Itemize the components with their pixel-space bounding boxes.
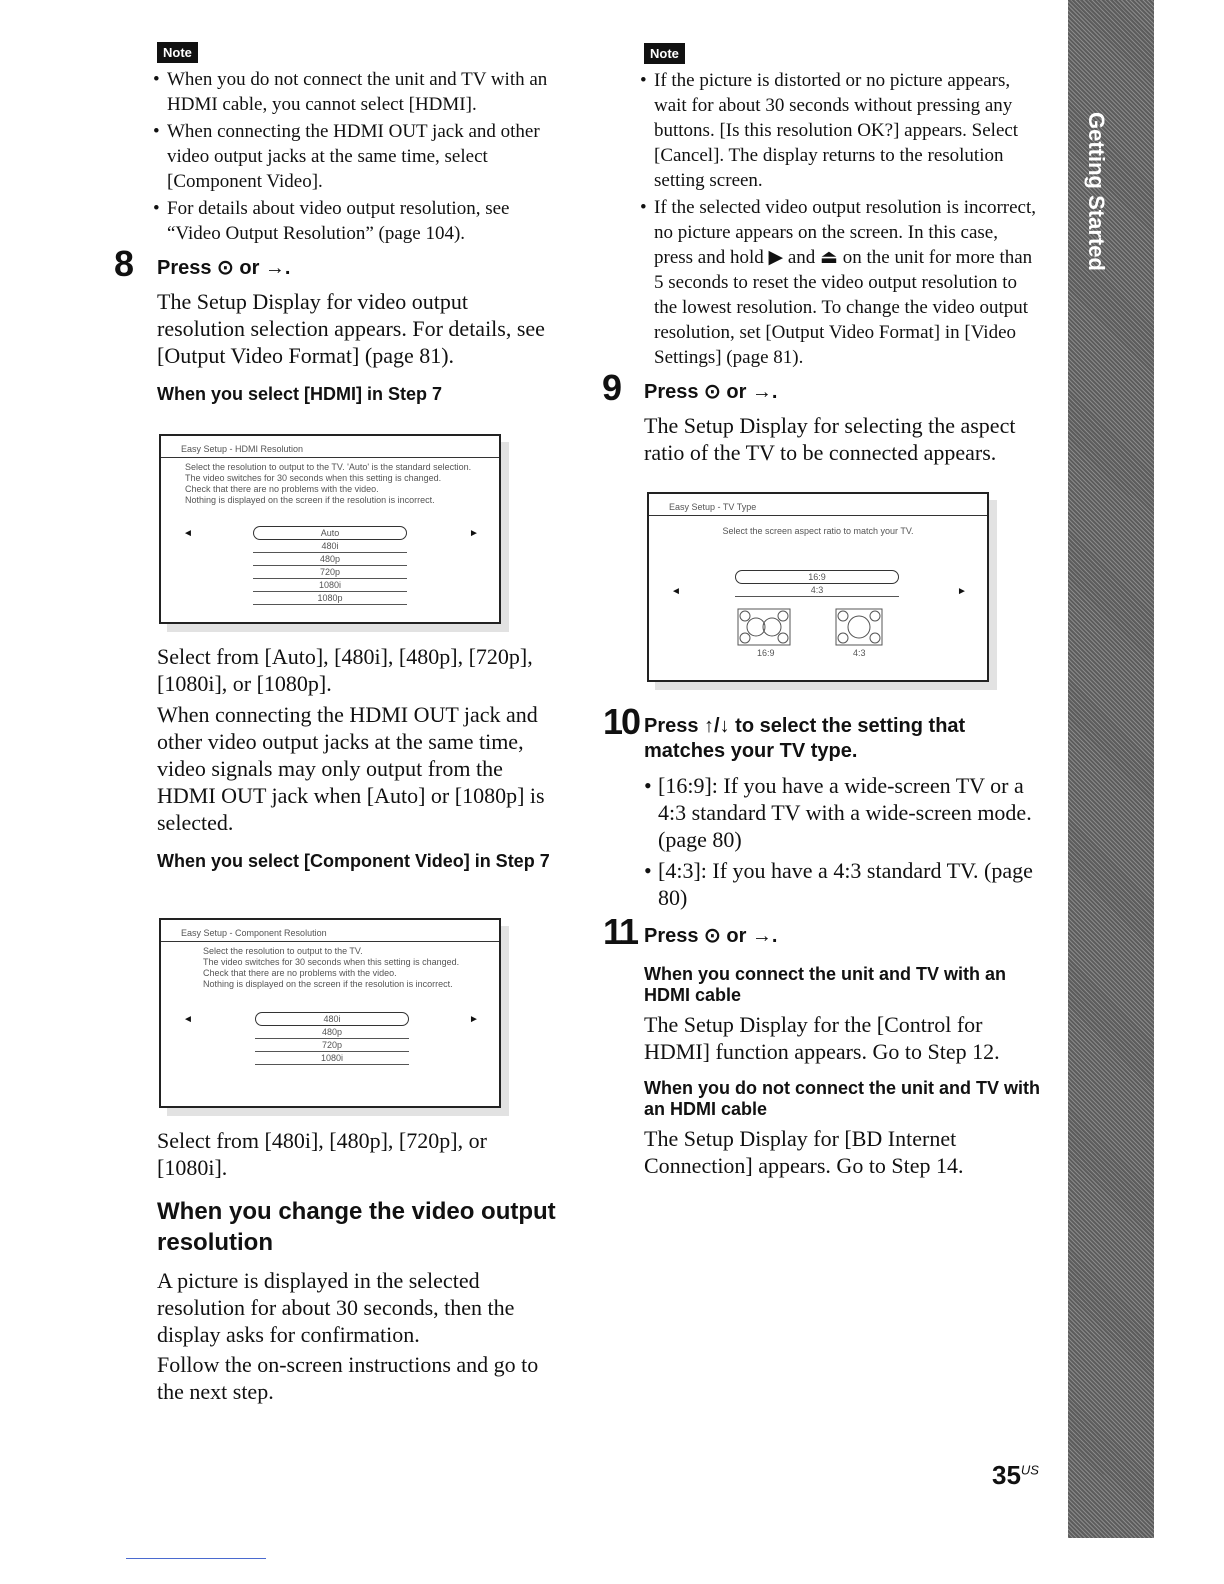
aspect-option-list [735, 570, 899, 597]
aspect-caption: 4:3 [853, 648, 866, 658]
note-block-left [157, 42, 557, 248]
step-number: 11 [603, 911, 638, 952]
option-description: • [16:9]: If you have a wide-screen TV or a 4:3 standard TV with a wide-screen mode. (page 80) [648, 772, 1040, 853]
page-number-suffix: US [1020, 1462, 1039, 1478]
screen-description: Select the screen aspect ratio to match your TV. [722, 526, 914, 536]
step-body: The Setup Display for selecting the aspect ratio of the TV to be connected appears. [644, 413, 1016, 465]
body-paragraph: Select from [480i], [480p], [720p], or [1080i]. [157, 1128, 487, 1180]
resolution-option-list [255, 1012, 409, 1065]
step-number: 10 [603, 701, 640, 742]
section-tab-label: Getting Started [1084, 112, 1109, 271]
option-description: • [4:3]: If you have a 4:3 standard TV. (page 80) [648, 857, 1040, 911]
left-arrow-icon[interactable]: ◄ [183, 1014, 193, 1025]
body-paragraph: Follow the on-screen instructions and go to the next step. [157, 1352, 539, 1404]
step-heading: Press ⊙ or →. [644, 381, 778, 403]
note-badge: Note [644, 43, 685, 64]
footer-rule [126, 1558, 266, 1559]
right-arrow-icon[interactable]: ► [469, 528, 479, 539]
component-resolution-screen [159, 918, 501, 1108]
option[interactable]: 480p [255, 1026, 409, 1039]
left-arrow-icon[interactable]: ◄ [183, 528, 193, 539]
tv-type-screen [647, 492, 989, 682]
option-selected[interactable]: 16:9 [735, 570, 899, 584]
note-item: • If the picture is distorted or no picture appears, wait for about 30 seconds without pressing any buttons. [Is this resolution OK?] appears. Select [Cancel]. The display returns to the resolution setting screen. [644, 68, 1040, 193]
aspect-caption: 16:9 [757, 648, 775, 658]
section-subheading: When you select [Component Video] in Step 7 [157, 851, 550, 871]
option[interactable]: 480i [253, 540, 407, 553]
option[interactable]: 480p [253, 553, 407, 566]
screen-line: Select the resolution to output to the TV. [203, 946, 363, 956]
screen-line: Nothing is displayed on the screen if the resolution is incorrect. [185, 495, 435, 505]
note-badge: Note [157, 42, 198, 63]
screen-description [161, 458, 499, 510]
option[interactable]: 720p [255, 1039, 409, 1052]
screen-title: Easy Setup - HDMI Resolution [161, 436, 499, 458]
body-paragraph: A picture is displayed in the selected resolution for about 30 seconds, then the display asks for confirmation. [157, 1268, 515, 1347]
screen-line: Nothing is displayed on the screen if the resolution is incorrect. [203, 979, 453, 989]
step-number: 8 [114, 243, 133, 284]
screen-description [161, 942, 499, 994]
screen-line: Select the resolution to output to the TV. 'Auto' is the standard selection. [185, 462, 472, 472]
option[interactable]: 1080p [253, 592, 407, 605]
body-paragraph: When connecting the HDMI OUT jack and other video output jacks at the same time, video signals may only output from the HDMI OUT jack when [Auto] or [1080p] is selected. [157, 702, 545, 835]
option[interactable]: 1080i [253, 579, 407, 592]
note-list [644, 68, 1040, 370]
screen-line: Check that there are no problems with the video. [185, 484, 379, 494]
screen-line: The video switches for 30 seconds when this setting is changed. [185, 473, 442, 483]
option[interactable]: 1080i [255, 1052, 409, 1065]
option[interactable]: 4:3 [735, 584, 899, 597]
hdmi-resolution-screen [159, 434, 501, 624]
resolution-option-list [253, 526, 407, 605]
step-heading: Press ↑/↓ to select the setting that matches your TV type. [644, 715, 966, 762]
right-arrow-icon[interactable]: ► [469, 1014, 479, 1025]
note-block-right [644, 43, 1040, 372]
screen-line: The video switches for 30 seconds when this setting is changed. [203, 957, 460, 967]
screen-line: Check that there are no problems with the video. [203, 968, 397, 978]
standard-screen-icon [835, 608, 883, 646]
step-heading: Press ⊙ or →. [157, 257, 291, 279]
option-description-list [648, 772, 1040, 913]
option-selected[interactable]: 480i [255, 1012, 409, 1026]
step-body: The Setup Display for video output resolution selection appears. For details, see [Output Video Format] (page 81). [157, 289, 545, 368]
note-list [157, 67, 557, 246]
page-number [992, 1460, 1039, 1491]
note-item: • For details about video output resolution, see “Video Output Resolution” (page 104). [157, 196, 557, 246]
section-subheading: When you connect the unit and TV with an HDMI cable [644, 964, 1006, 1005]
option[interactable]: 720p [253, 566, 407, 579]
body-paragraph: The Setup Display for the [Control for HDMI] function appears. Go to Step 12. [644, 1012, 1000, 1064]
page-number-value: 35 [992, 1460, 1021, 1490]
right-arrow-icon[interactable]: ► [957, 586, 967, 597]
step-heading: Press ⊙ or →. [644, 925, 778, 947]
screen-title: Easy Setup - TV Type [649, 494, 987, 516]
section-subheading: When you select [HDMI] in Step 7 [157, 384, 443, 404]
wide-screen-icon [737, 608, 791, 646]
note-item: • When connecting the HDMI OUT jack and other video output jacks at the same time, select [Component Video]. [157, 119, 557, 194]
option-selected[interactable]: Auto [253, 526, 407, 540]
left-arrow-icon[interactable]: ◄ [671, 586, 681, 597]
body-paragraph: Select from [Auto], [480i], [480p], [720p], [1080i], or [1080p]. [157, 644, 533, 696]
section-subheading: When you do not connect the unit and TV with an HDMI cable [644, 1078, 1040, 1119]
note-item: • If the selected video output resolution is incorrect, no picture appears on the screen. In this case, press and hold ▶ and ⏏ on the unit for more than 5 seconds to reset the video output resolution to the lowest resolution. To change the video output resolution, set [Output Video Format] in [Video Settings] (page 81). [644, 195, 1040, 370]
note-item: • When you do not connect the unit and TV with an HDMI cable, you cannot select [HDMI]. [157, 67, 557, 117]
body-paragraph: The Setup Display for [BD Internet Connection] appears. Go to Step 14. [644, 1126, 964, 1178]
screen-title: Easy Setup - Component Resolution [161, 920, 499, 942]
step-number: 9 [602, 367, 621, 408]
section-heading: When you change the video output resolution [157, 1198, 556, 1256]
